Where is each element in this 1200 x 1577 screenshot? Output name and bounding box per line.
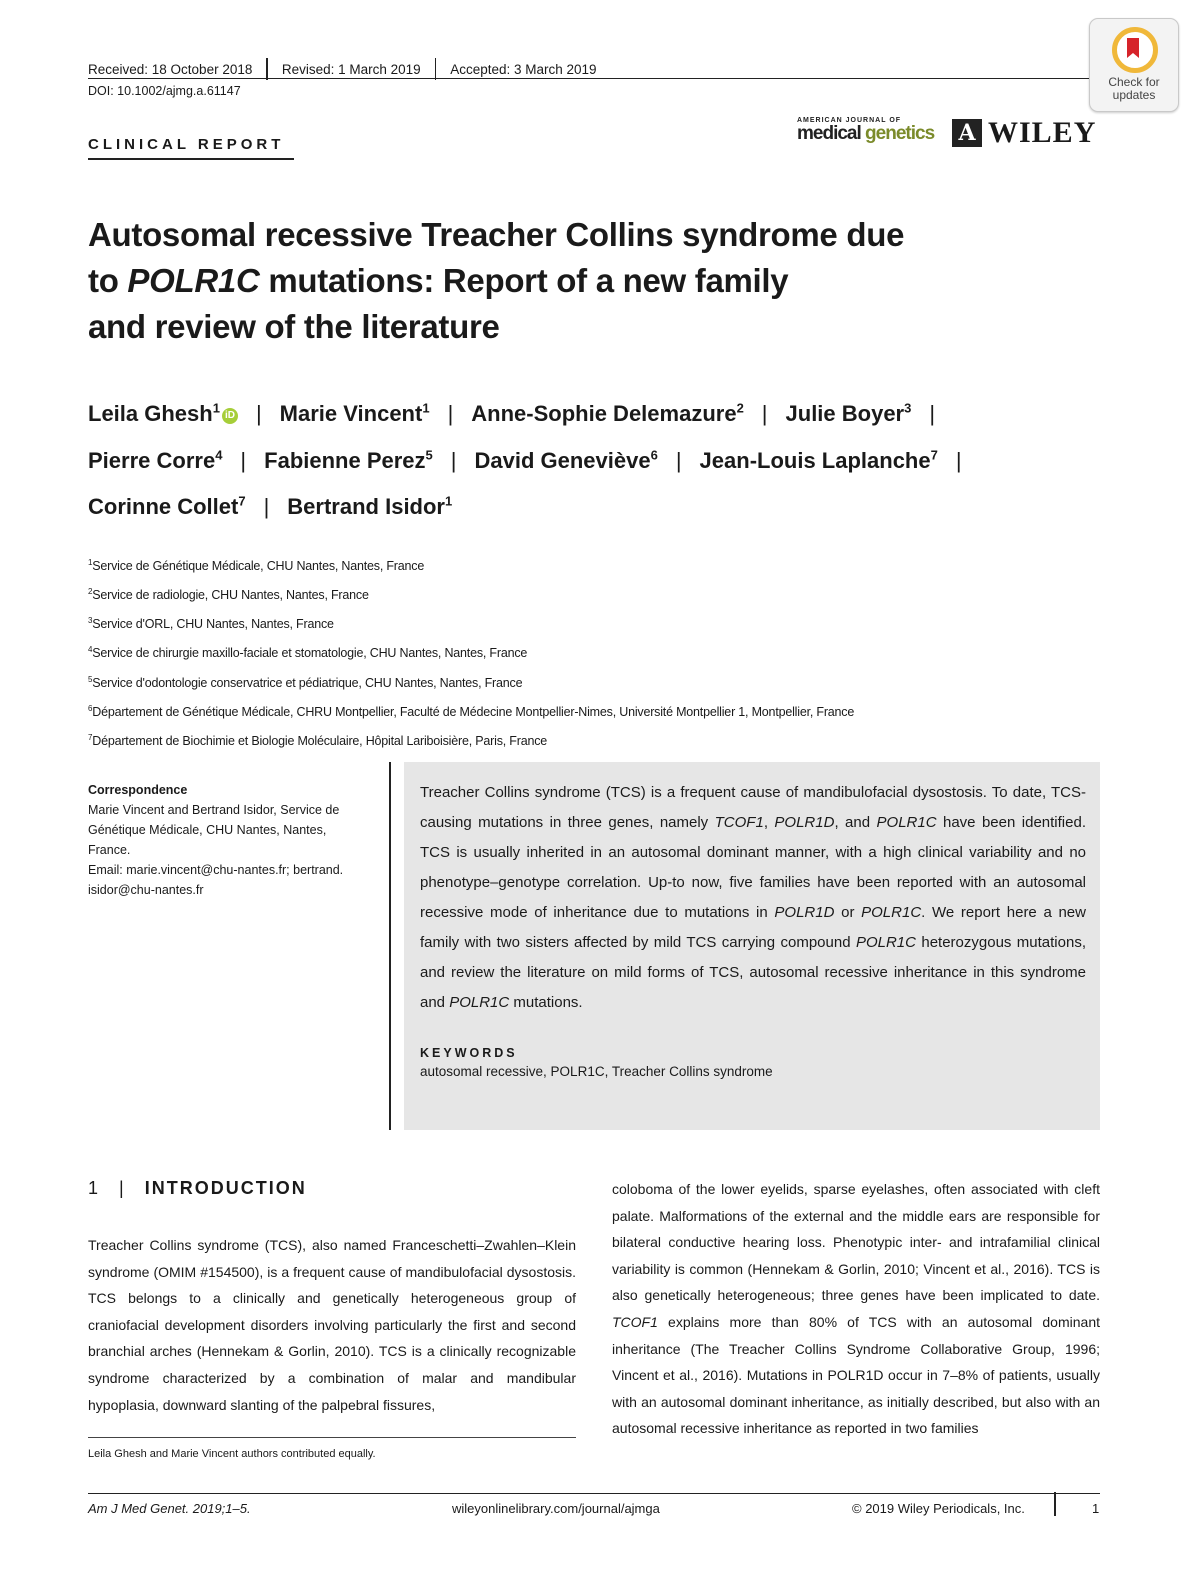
abstract-text: Treacher Collins syndrome (TCS) is a frequent cause of mandibulofacial dysostosis. To date, TCS-causing mutations in three genes, namely TCOF1, POLR1D, and POLR1C have been identified. TCS is usually inherited in an autosomal dominant manner, with a high clinical variability and no phenotype–genotype correlation. Up-to now, five families have been reported with an autosomal recessive mode of inheritance due to mutations in POLR1D or POLR1C. We report here a new family with two sisters affected by mild TCS carrying compound POLR1C heterozygous mutations, and review the literature on mild forms of TCS, autosomal recessive inheritance in this syndrome and POLR1C mutations. bbox=[420, 784, 1086, 1011]
author-name[interactable]: Corinne Collet$^7$ bbox=[88, 493, 246, 519]
footer-rule bbox=[88, 1493, 1100, 1494]
article-dates bbox=[88, 58, 597, 80]
author-name[interactable]: David Geneviève$^6$ bbox=[474, 447, 658, 473]
affiliation-item: $^7$Département de Biochimie et Biologie Moléculaire, Hôpital Lariboisière, Paris, France bbox=[88, 732, 548, 749]
keywords: autosomal recessive, POLR1C, Treacher Collins syndrome bbox=[420, 1064, 773, 1079]
revised-date: Revised: 1 March 2019 bbox=[281, 61, 421, 77]
header-rule bbox=[88, 78, 1100, 79]
doi: DOI: 10.1002/ajmg.a.61147 bbox=[88, 84, 241, 98]
correspondence-line: Génétique Médicale, CHU Nantes, Nantes, bbox=[88, 823, 327, 837]
author-name[interactable]: Fabienne Perez$^5$ bbox=[264, 447, 433, 473]
received-date: Received: 18 October 2018 bbox=[88, 61, 253, 77]
publisher-logo: WILEY bbox=[988, 116, 1097, 149]
check-for-updates-label: Check for updates bbox=[1108, 75, 1160, 102]
date-separator bbox=[266, 58, 268, 80]
affiliation-item: $^2$Service de radiologie, CHU Nantes, Nantes, France bbox=[88, 587, 369, 603]
section-heading: 1 | INTRODUCTION bbox=[88, 1178, 307, 1198]
body-text-left: Treacher Collins syndrome (TCS), also named Franceschetti–Zwahlen–Klein syndrome (OMIM #154500), is a frequent cause of mandibulofacial dysostosis. TCS belongs to a clinically and genetically heterogeneous group of craniofacial development disorders involving particularly the first and second branchial arches (Hennekam & Gorlin, 2010). TCS is a clinically recognizable syndrome characterized by a combination of malar and mandibular hypoplasia, downward slanting of the palpebral fissures, bbox=[88, 1237, 576, 1413]
correspondence-line: Marie Vincent and Bertrand Isidor, Service de bbox=[88, 803, 340, 817]
section-rule bbox=[88, 158, 294, 160]
footer-citation: Am J Med Genet. 2019;1–5. bbox=[88, 1501, 251, 1516]
author-name[interactable]: Anne-Sophie Delemazure$^2$ bbox=[471, 401, 744, 427]
author-name[interactable]: Bertrand Isidor$^1$ bbox=[287, 493, 453, 519]
affiliation-item: $^1$Service de Génétique Médicale, CHU Nantes, Nantes, France bbox=[88, 558, 425, 574]
crossmark-icon bbox=[1112, 27, 1158, 73]
section-label: CLINICAL REPORT bbox=[88, 136, 285, 153]
footnote: Leila Ghesh and Marie Vincent authors contributed equally. bbox=[88, 1448, 376, 1460]
correspondence bbox=[88, 780, 378, 900]
author-name[interactable]: Julie Boyer$^3$ bbox=[785, 401, 912, 427]
footer-separator bbox=[1054, 1492, 1056, 1516]
author-name[interactable]: Pierre Corre$^4$ bbox=[88, 447, 223, 473]
affiliation-item: $^6$Département de Génétique Médicale, CHRU Montpellier, Faculté de Médecine Montpellier-Nimes, Université Montpellier 1, Montpellier, France bbox=[88, 703, 855, 719]
abstract-box bbox=[404, 762, 1100, 1130]
date-separator bbox=[435, 58, 437, 80]
footer-copyright: © 2019 Wiley Periodicals, Inc. bbox=[852, 1501, 1025, 1516]
affiliation-item: $^4$Service de chirurgie maxillo-faciale et stomatologie, CHU Nantes, Nantes, France bbox=[88, 645, 528, 661]
keywords-label: KEYWORDS bbox=[420, 1046, 518, 1060]
footer-url[interactable]: wileyonlinelibrary.com/journal/ajmga bbox=[452, 1501, 660, 1516]
body-text-right: coloboma of the lower eyelids, sparse eyelashes, often associated with cleft palate. Malformations of the external and the middle ears are responsible for bilateral conductive hearing loss. Phenotypic inter- and intrafamilial clinical variability is common (Hennekam & Gorlin, 2010; Vincent et al., 2016). TCS is also genetically heterogeneous; three genes have been implicated to date. TCOF1 explains more than 80% of TCS with an autosomal dominant inheritance (The Treacher Collins Syndrome Collaborative Group, 1996; Vincent et al., 2016). Mutations in POLR1D occur in 7–8% of patients, usually with an autosomal dominant inheritance, as initially described, but also with an autosomal recessive inheritance as reported in two families bbox=[612, 1181, 1100, 1437]
journal-part-badge: A bbox=[952, 119, 982, 147]
correspondence-email[interactable]: Email: marie.vincent@chu-nantes.fr; bertrand. bbox=[88, 863, 344, 877]
article-title: Autosomal recessive Treacher Collins syndrome due to POLR1C mutations: Report of a new family and review of the literature bbox=[88, 216, 905, 345]
correspondence-email[interactable]: isidor@chu-nantes.fr bbox=[88, 883, 204, 897]
author-name[interactable]: Marie Vincent$^1$ bbox=[279, 401, 430, 427]
check-for-updates-button[interactable] bbox=[1089, 18, 1179, 112]
abstract-rule bbox=[389, 762, 391, 1130]
author-name[interactable]: Jean-Louis Laplanche$^7$ bbox=[699, 447, 938, 473]
affiliation-list bbox=[88, 550, 854, 754]
footnote-rule bbox=[88, 1437, 576, 1438]
correspondence-heading: Correspondence bbox=[88, 783, 188, 797]
author-list: Leila Ghesh$^1$ iD | Marie Vincent$^1$ | Anne-Sophie Delemazure$^2$ | Julie Boyer$^3$ | Pierre Corre$^4$ | Fabienne Perez$^5$ | David Geneviève$^6$ | Jean-Louis Laplanche$^7$ | Corinne Collet$^7$ | Bertrand Isidor$^1$ bbox=[88, 401, 962, 519]
affiliation-item: $^5$Service d'odontologie conservatrice et pédiatrique, CHU Nantes, Nantes, France bbox=[88, 674, 523, 690]
affiliation-item: $^3$Service d'ORL, CHU Nantes, Nantes, France bbox=[88, 616, 334, 632]
page-number: 1 bbox=[1092, 1501, 1100, 1516]
orcid-icon[interactable]: iD bbox=[222, 408, 238, 424]
journal-logo-small: AMERICAN JOURNAL OF bbox=[797, 117, 902, 124]
correspondence-line: France. bbox=[88, 843, 131, 857]
author-name[interactable]: Leila Ghesh$^1$ bbox=[88, 401, 220, 427]
journal-logo bbox=[797, 117, 947, 145]
accepted-date: Accepted: 3 March 2019 bbox=[450, 61, 597, 77]
journal-logo-name: medical genetics bbox=[797, 123, 935, 144]
